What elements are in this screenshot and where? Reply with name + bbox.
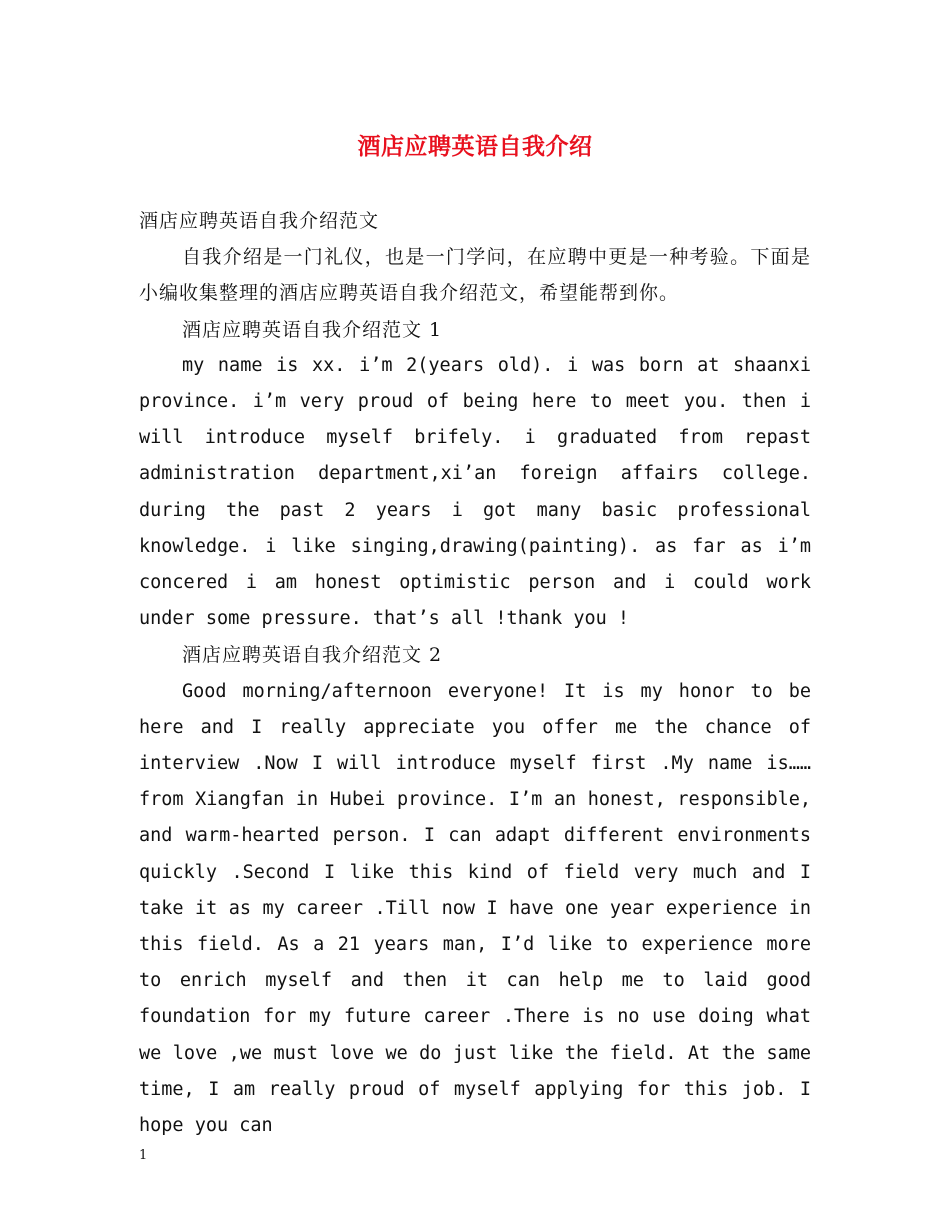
sample2-heading: 酒店应聘英语自我介绍范文 2 bbox=[182, 644, 443, 667]
document-title: 酒店应聘英语自我介绍 bbox=[357, 133, 593, 160]
section-heading: 酒店应聘英语自我介绍范文 bbox=[139, 210, 380, 232]
page-number: 1 bbox=[139, 1148, 148, 1163]
sample2-paragraph: Good morning/afternoon everyone! It is my honor to be here and I really appreciate you offer me the chance of interview .Now I will introduce myself first .My name is…… from Xiangfan in Hubei province. I’m an honest, responsible, and warm-hearted person. I can adapt different environments quickly .Second I like this kind of field very much and I take it as my career .Till now I have one year experience in this field. As a 21 years man, I’d like to experience more to enrich myself and then it can help me to laid good foundation for my future career .There is no use doing what we love ,we must love we do just like the field. At the same time, I am really proud of myself applying for this job. I hope you can bbox=[139, 680, 811, 1137]
sample1-heading: 酒店应聘英语自我介绍范文 1 bbox=[182, 318, 443, 341]
sample1-paragraph: my name is xx. i’m 2(years old). i was born at shaanxi province. i’m very proud of being here to meet you. then i will introduce myself brifely. i graduated from repast administration department,xi’an foreign affairs college. during the past 2 years i got many basic professional knowledge. i like singing,drawing(painting). as far as i’m concered i am honest optimistic person and i could work under some pressure. that’s all !thank you ! bbox=[139, 354, 811, 630]
intro-paragraph: 自我介绍是一门礼仪，也是一门学问，在应聘中更是一种考验。下面是小编收集整理的酒店应聘英语自我介绍范文，希望能帮到你。 bbox=[139, 246, 811, 305]
document-body bbox=[139, 203, 811, 1144]
